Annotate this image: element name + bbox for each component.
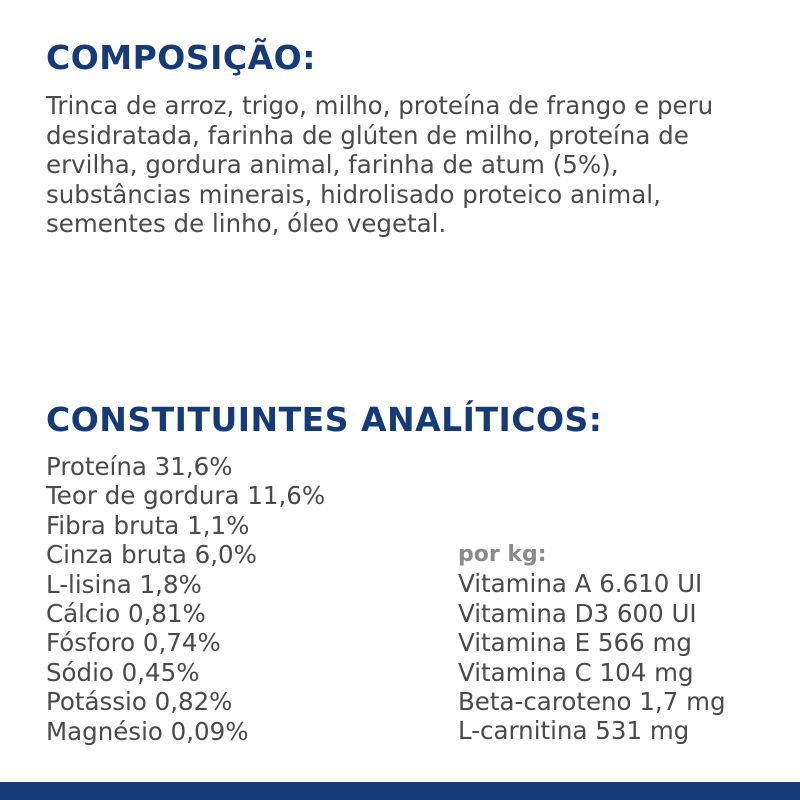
per-kg-item-vitamin-e: Vitamina E 566 mg bbox=[458, 628, 692, 658]
per-kg-item-l-carnitine: L-carnitina 531 mg bbox=[458, 716, 690, 746]
analytical-constituents-heading: CONSTITUINTES ANALÍTICOS: bbox=[46, 400, 603, 439]
analytical-item-magnesium: Magnésio 0,09% bbox=[46, 716, 249, 746]
analytical-item-fibre: Fibra bruta 1,1% bbox=[46, 510, 250, 540]
analytical-item-protein: Proteína 31,6% bbox=[46, 452, 233, 481]
per-kg-title: por kg: bbox=[458, 542, 547, 567]
analytical-item-sodium: Sódio 0,45% bbox=[46, 657, 200, 687]
composition-text: Trinca de arroz, trigo, milho, proteína de frango e peru desidratada, farinha de glúten de milho, proteína de ervilha, gordura animal, farinha de atum (5%), substâncias minerais, hidrolisado proteico animal, sementes de linho, óleo vegetal. bbox=[46, 91, 714, 238]
per-kg-item-vitamin-d3: Vitamina D3 600 UI bbox=[458, 598, 697, 628]
bottom-brand-bar bbox=[0, 782, 800, 800]
composition-heading: COMPOSIÇÃO: bbox=[46, 38, 316, 77]
analytical-item-phosphorus: Fósforo 0,74% bbox=[46, 628, 221, 658]
per-kg-item-beta-carotene: Beta-caroteno 1,7 mg bbox=[458, 687, 726, 717]
analytical-item-fat: Teor de gordura 11,6% bbox=[46, 481, 326, 511]
per-kg-list bbox=[458, 540, 726, 746]
per-kg-item-vitamin-c: Vitamina C 104 mg bbox=[458, 657, 694, 687]
analytical-constituents-list bbox=[46, 452, 325, 746]
analytical-item-calcium: Cálcio 0,81% bbox=[46, 599, 206, 629]
analytical-item-potassium: Potássio 0,82% bbox=[46, 687, 233, 717]
analytical-item-lysine: L-lisina 1,8% bbox=[46, 569, 202, 599]
analytical-item-ash: Cinza bruta 6,0% bbox=[46, 540, 257, 570]
per-kg-item-vitamin-a: Vitamina A 6.610 UI bbox=[458, 569, 703, 599]
